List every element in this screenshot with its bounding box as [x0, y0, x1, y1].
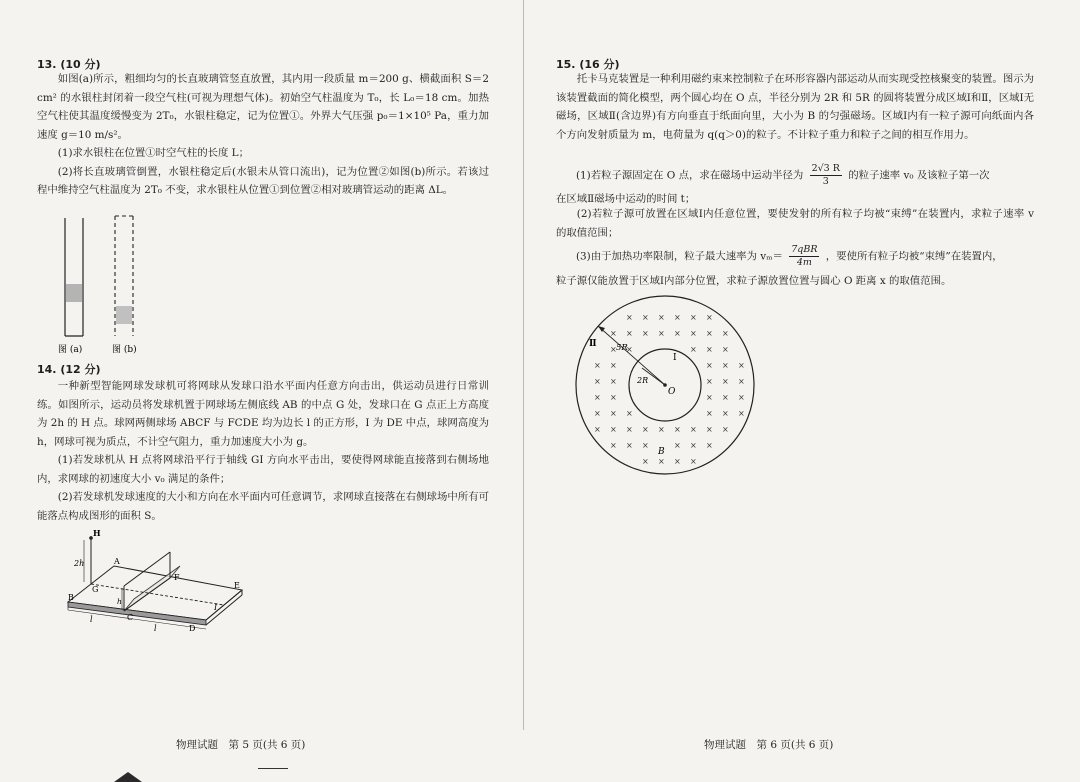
label-h: h: [117, 597, 122, 606]
page-fold: [523, 0, 524, 730]
radius-5R-label: 5R: [616, 343, 628, 353]
field-cross-mark: ×: [690, 345, 697, 354]
field-cross-mark: ×: [722, 393, 729, 402]
field-cross-mark: ×: [658, 313, 665, 322]
label-D: D: [189, 624, 196, 633]
q14-body: [37, 377, 489, 525]
field-cross-mark: ×: [722, 377, 729, 386]
label-l-left: l: [90, 615, 93, 624]
label-I: I: [214, 603, 218, 612]
q15-part1-line: [576, 163, 990, 188]
field-cross-mark: ×: [706, 313, 713, 322]
field-cross-mark: ×: [706, 393, 713, 402]
field-cross-mark: ×: [594, 361, 601, 370]
radius-fraction: [810, 163, 842, 188]
field-cross-mark: ×: [610, 345, 617, 354]
left-footer: 物理试题 第 5 页(共 6 页): [176, 739, 306, 751]
field-cross-mark: ×: [706, 377, 713, 386]
label-E: E: [234, 581, 240, 590]
label-l-right: l: [154, 624, 157, 633]
field-cross-mark: ×: [610, 361, 617, 370]
q15-intro: 托卡马克装置是一种利用磁约束来控制粒子在环形容器内部运动从而实现受控核聚变的装置。图示为该装置截面的简化模型，两个圆心均在 O 点，半径分别为 2R 和 5R 的圆将装置分成区域Ⅰ和Ⅱ，区域Ⅰ无磁场，区域Ⅱ(含边界)有方向垂直于纸面向里，大小为 B 的匀强磁场。区域Ⅰ内有一粒子源可向纸面内各个方向发射质量为 m，电荷量为 q(q＞0)的粒子。不计粒子重力和粒子之间的相互作用力。: [556, 73, 1034, 141]
field-cross-mark: ×: [706, 345, 713, 354]
left-page: [0, 0, 522, 782]
field-cross-mark: ×: [626, 329, 633, 338]
field-cross-mark: ×: [642, 313, 649, 322]
field-cross-mark: ×: [626, 313, 633, 322]
court-figure: [56, 530, 256, 650]
tube-a: [65, 218, 83, 336]
region-II-label: Ⅱ: [589, 339, 597, 349]
field-cross-mark: ×: [610, 425, 617, 434]
field-cross-mark: ×: [642, 329, 649, 338]
tokamak-diagram: [570, 290, 760, 480]
q15-part1-c: 在区域Ⅱ磁场中运动的时间 t；: [556, 193, 696, 205]
tube-figure: [54, 212, 164, 362]
field-cross-mark: ×: [594, 393, 601, 402]
vmax-fraction-numerator: 7qBR: [791, 244, 818, 255]
q13-heading: 13. (10 分): [37, 58, 101, 71]
field-B-label: B: [658, 447, 665, 457]
field-cross-mark: ×: [690, 313, 697, 322]
radius-2R-label: 2R: [637, 376, 649, 385]
q15-part2: (2)若粒子源可放置在区域Ⅰ内任意位置，要使发射的所有粒子均被“束缚”在装置内，求粒子速率 v 的取值范围；: [556, 208, 1034, 239]
field-cross-mark: ×: [706, 329, 713, 338]
q15-part3-line: [576, 244, 1003, 269]
q14-intro: 一种新型智能网球发球机可将网球从发球口沿水平面内任意方向击出，供运动员进行日常训练。如图所示，运动员将发球机置于网球场左侧底线 AB 的中点 G 处，发球口在 G 点正上方高度为 2h 的 H 点。球网两侧球场 ABCF 与 FCDE 均为边长 l 的正方形，I 为 DE 中点，球网高度为 h，网球可视为质点，不计空气阻力，重力加速度大小为 g。: [37, 380, 489, 448]
field-cross-mark: ×: [722, 329, 729, 338]
q15-part2-block: [556, 205, 1034, 242]
q14-heading: 14. (12 分): [37, 363, 101, 376]
q15-part3-c: 粒子源仅能放置于区域Ⅰ内部分位置，求粒子源放置位置与圆心 O 距离 x 的取值范围。: [556, 275, 952, 287]
q13-part1: (1)求水银柱在位置①时空气柱的长度 L；: [57, 147, 249, 159]
q15-part1-b: 的粒子速率 v₀ 及该粒子第一次: [848, 169, 990, 182]
label-C: C: [127, 613, 134, 622]
label-F: F: [174, 573, 180, 582]
q13-part2: (2)将长直玻璃管倒置，水银柱稳定后(水银未从管口流出)，记为位置②如图(b)所示。若该过程中维持空气柱温度为 2T₀ 不变，求水银柱从位置①到位置②相对玻璃管运动的距离 ΔL。: [37, 165, 489, 196]
label-H: H: [93, 530, 101, 538]
field-cross-mark: ×: [738, 361, 745, 370]
field-cross-mark: ×: [706, 425, 713, 434]
q14-part2: (2)若发球机发球速度的大小和方向在水平面内可任意调节，求网球直接落在右侧球场中所有可能落点构成图形的面积 S。: [37, 491, 489, 522]
field-cross-mark: ×: [610, 329, 617, 338]
field-cross-mark: ×: [674, 441, 681, 450]
field-cross-mark: ×: [738, 377, 745, 386]
field-cross-mark: ×: [690, 425, 697, 434]
field-cross-mark: ×: [610, 377, 617, 386]
q15-part3-a: (3)由于加热功率限制，粒子最大速率为 vₘ＝: [576, 250, 783, 263]
radius-fraction-denominator: 3: [822, 176, 829, 187]
label-A: A: [114, 557, 120, 566]
field-cross-mark: ×: [610, 393, 617, 402]
field-cross-mark: ×: [658, 329, 665, 338]
field-cross-mark: ×: [658, 457, 665, 466]
label-G: G: [92, 585, 99, 594]
field-cross-mark: ×: [706, 409, 713, 418]
field-cross-mark: ×: [674, 313, 681, 322]
field-cross-mark: ×: [610, 441, 617, 450]
field-cross-mark: ×: [722, 345, 729, 354]
q15-intro-block: [556, 70, 1034, 144]
right-footer: 物理试题 第 6 页(共 6 页): [704, 739, 834, 751]
field-cross-mark: ×: [738, 409, 745, 418]
field-cross-mark: ×: [722, 425, 729, 434]
region-I-label: Ⅰ: [673, 353, 677, 363]
field-cross-mark: ×: [690, 441, 697, 450]
q14-part1: (1)若发球机从 H 点将网球沿平行于轴线 GI 方向水平击出，要使得网球能直接落到右侧场地内，求网球的初速度大小 v₀ 满足的条件；: [37, 454, 489, 485]
radius-fraction-numerator: 2√3 R: [811, 163, 840, 174]
field-cross-mark: ×: [738, 393, 745, 402]
q15-part3-b: ，要使所有粒子均被“束缚”在装置内，: [825, 250, 1003, 263]
scan-mark-left: [104, 764, 164, 782]
field-cross-mark: ×: [706, 361, 713, 370]
field-cross-mark: ×: [626, 409, 633, 418]
field-cross-mark: ×: [610, 409, 617, 418]
field-cross-mark: ×: [642, 425, 649, 434]
field-cross-mark: ×: [626, 345, 633, 354]
center-O-label: O: [668, 387, 676, 397]
field-cross-mark: ×: [642, 441, 649, 450]
field-cross-mark: ×: [674, 457, 681, 466]
field-cross-mark: ×: [594, 425, 601, 434]
fig-b-caption: 图 (b): [112, 345, 137, 355]
field-cross-mark: ×: [722, 409, 729, 418]
q15-part1-a: (1)若粒子源固定在 O 点，求在磁场中运动半径为: [576, 169, 804, 182]
tube-b: [115, 216, 133, 336]
q15-heading: 15. (16 分): [556, 58, 620, 71]
field-cross-mark: ×: [594, 377, 601, 386]
field-cross-mark: ×: [690, 457, 697, 466]
field-cross-mark: ×: [674, 425, 681, 434]
field-cross-mark: ×: [658, 425, 665, 434]
mercury-column-a: [66, 284, 82, 302]
fig-a-caption: 图 (a): [58, 345, 83, 355]
mercury-column-b: [116, 306, 132, 324]
field-cross-mark: ×: [690, 329, 697, 338]
field-cross-mark: ×: [642, 457, 649, 466]
label-2h: 2h: [74, 559, 85, 568]
field-cross-mark: ×: [674, 329, 681, 338]
field-cross-mark: ×: [594, 409, 601, 418]
field-cross-mark: ×: [626, 425, 633, 434]
scan-line-mark: [258, 768, 288, 769]
label-B: B: [68, 593, 74, 602]
vmax-fraction: [789, 244, 819, 269]
field-cross-mark: ×: [722, 361, 729, 370]
vmax-fraction-denominator: 4m: [796, 257, 812, 268]
q13-body: [37, 70, 489, 200]
field-cross-mark: ×: [706, 441, 713, 450]
q13-intro: 如图(a)所示，粗细均匀的长直玻璃管竖直放置，其内用一段质量 m＝200 g、横截面积 S＝2 cm² 的水银柱封闭着一段空气柱(可视为理想气体)。初始空气柱温度为 T₀，长 L₀＝18 cm。加热空气柱使其温度缓慢变为 2T₀，水银柱稳定，记为位置①。外界大气压强 p₀＝1×10⁵ Pa，重力加速度 g＝10 m/s²。: [37, 73, 489, 141]
field-cross-mark: ×: [626, 441, 633, 450]
